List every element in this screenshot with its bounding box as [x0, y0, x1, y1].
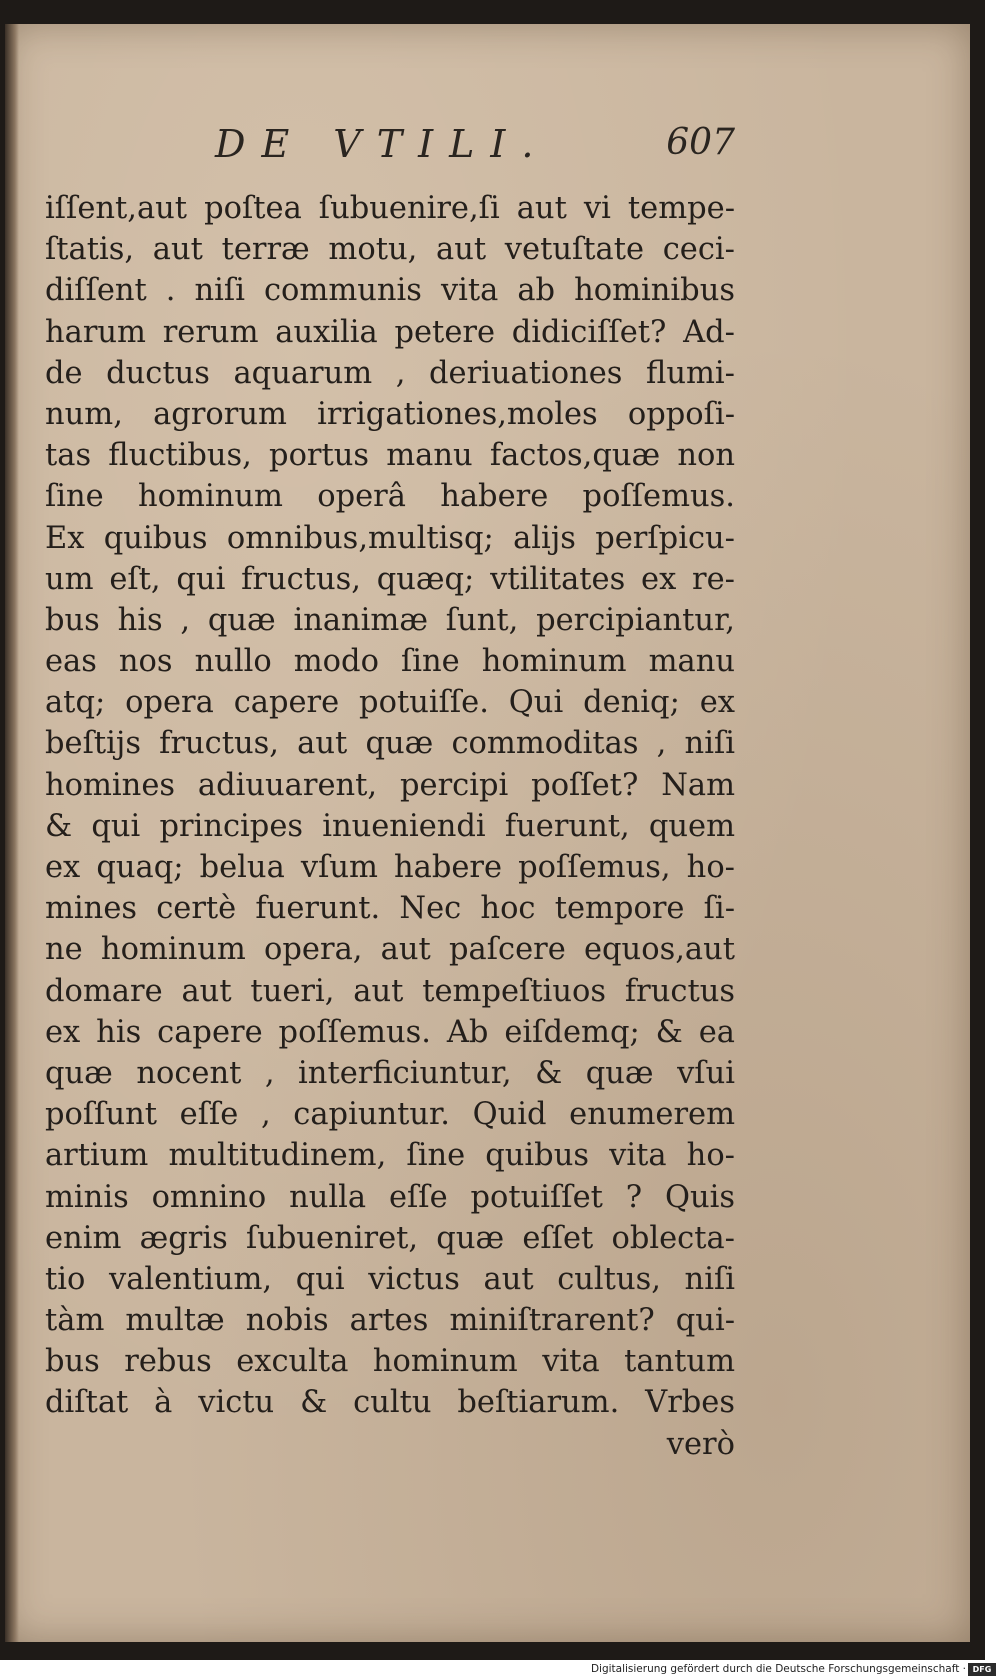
text-line: ne hominum opera, aut paſcere equos,aut	[45, 932, 735, 968]
text-line: ſtatis, aut terræ motu, aut vetuſtate ceci-	[45, 232, 735, 268]
text-line: bus rebus exculta hominum vita tantum	[45, 1344, 735, 1380]
text-line: tàm multæ nobis artes miniſtrarent? qui-	[45, 1303, 735, 1339]
text-line: enim ægris ſubueniret, quæ eſſet oblecta-	[45, 1220, 735, 1256]
text-line: num, agrorum irrigationes,moles oppoſi-	[45, 396, 735, 432]
digitization-footer	[0, 1660, 1000, 1680]
text-line: bus his , quæ inanimæ ſunt, percipiantur,	[45, 602, 735, 638]
text-line: diſſent . niſi communis vita ab hominibus	[45, 273, 735, 309]
page-gutter-shadow	[5, 24, 19, 1642]
text-line: Ex quibus omnibus,multisq; alijs perſpicu-	[45, 520, 735, 556]
catchword: verò	[666, 1426, 735, 1462]
text-line: atq; opera capere potuiſſe. Qui deniq; ex	[45, 685, 735, 721]
text-line: poſſunt eſſe , capiuntur. Quid enumerem	[45, 1097, 735, 1133]
text-line: quæ nocent , interficiuntur, & quæ vſui	[45, 1055, 735, 1091]
text-line: minis omnino nulla eſſe potuiſſet ? Quis	[45, 1179, 735, 1215]
text-line: tas fluctibus, portus manu factos,quæ non	[45, 438, 735, 474]
body-text	[45, 188, 735, 1465]
text-line: artium multitudinem, ſine quibus vita ho-	[45, 1138, 735, 1174]
text-line: mines certè fuerunt. Nec hoc tempore ſi-	[45, 891, 735, 927]
text-line: diſtat à victu & cultu beſtiarum. Vrbes	[45, 1385, 735, 1421]
text-line: de ductus aquarum , deriuationes flumi-	[45, 355, 735, 391]
text-line: & qui principes inueniendi fuerunt, quem	[45, 808, 735, 844]
dfg-logo: DFG	[968, 1663, 996, 1676]
text-line: domare aut tueri, aut tempeſtiuos fructus	[45, 973, 735, 1009]
text-line: um eſt, qui fructus, quæq; vtilitates ex re-	[45, 561, 735, 597]
text-line: eas nos nullo modo ſine hominum manu	[45, 644, 735, 680]
text-line: ex his capere poſſemus. Ab eiſdemq; & ea	[45, 1014, 735, 1050]
text-line: beſtijs fructus, aut quæ commoditas , niſi	[45, 726, 735, 762]
text-line: ex quaq; belua vſum habere poſſemus, ho-	[45, 850, 735, 885]
page-number: 607	[666, 122, 735, 163]
book-page	[5, 24, 970, 1642]
text-line: homines adiuuarent, percipi poſſet? Nam	[45, 767, 735, 803]
text-line: harum rerum auxilia petere didiciſſet? Ad-	[45, 314, 735, 350]
text-line: ſine hominum operâ habere poſſemus.	[45, 479, 735, 515]
funding-credit: Digitalisierung gefördert durch die Deutsche Forschungsgemeinschaft ·	[590, 1663, 966, 1675]
running-head	[215, 122, 735, 178]
running-head-title: DE VTILI.	[215, 122, 550, 166]
text-line: iſſent,aut poſtea ſubuenire,ſi aut vi tempe-	[45, 191, 735, 226]
text-line: tio valentium, qui victus aut cultus, niſi	[45, 1261, 735, 1297]
